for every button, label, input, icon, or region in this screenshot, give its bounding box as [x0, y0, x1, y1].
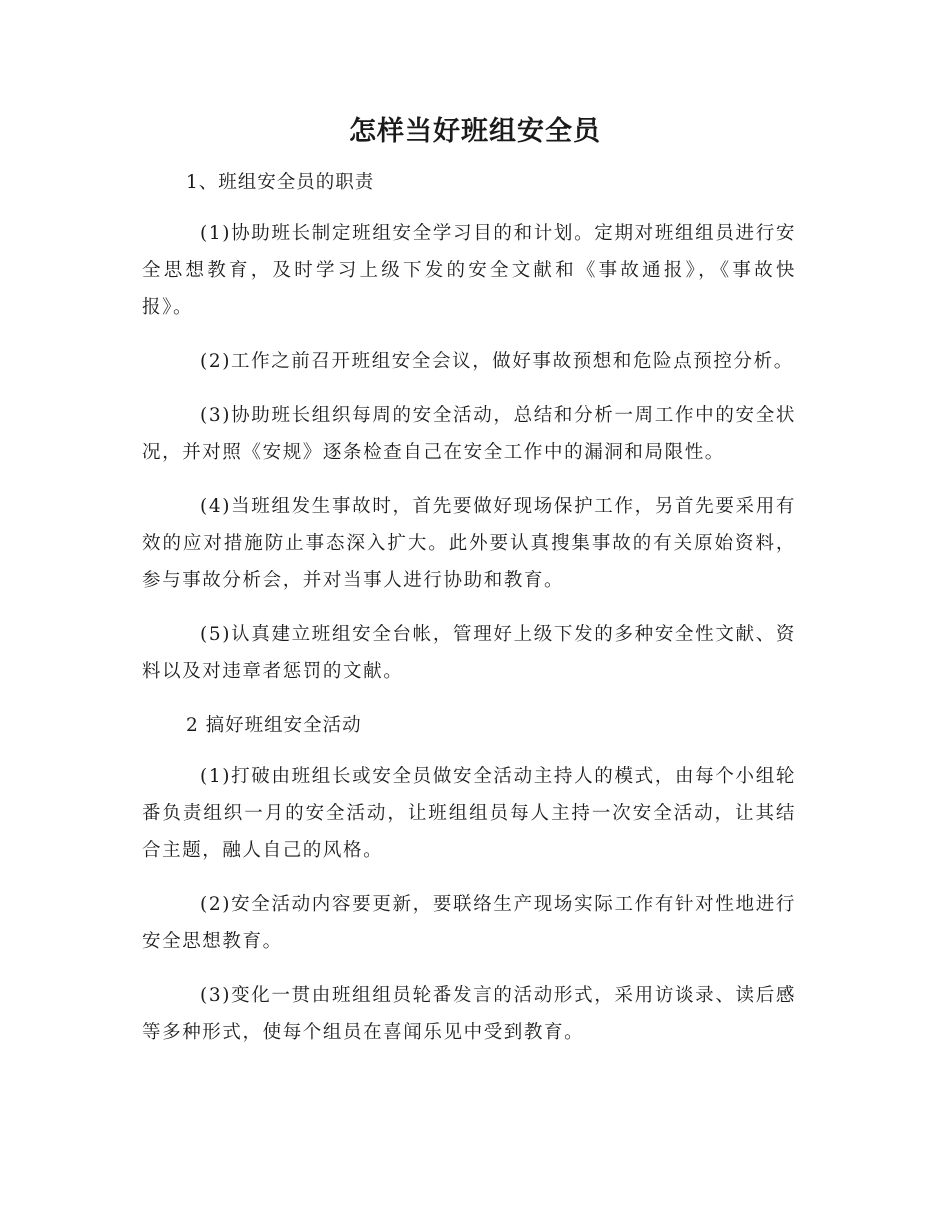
section-duties	[142, 164, 796, 690]
section-heading: 2 搞好班组安全活动	[186, 715, 362, 736]
document-body	[142, 164, 796, 1068]
section-heading: 1、班组安全员的职责	[186, 172, 375, 193]
paragraph: (4)当班组发生事故时，首先要做好现场保护工作，另首先要采用有效的应对措施防止事态深入扩大。此外要认真搜集事故的有关原始资料，参与事故分析会，并对当事人进行协助和教育。	[142, 496, 796, 591]
paragraph: (1)协助班长制定班组安全学习目的和计划。定期对班组组员进行安全思想教育，及时学习上级下发的安全文献和《事故通报》，《事故快报》。	[142, 223, 796, 318]
paragraph: (3)协助班长组织每周的安全活动，总结和分析一周工作中的安全状况，并对照《安规》逐条检查自己在安全工作中的漏洞和局限性。	[142, 405, 796, 463]
paragraph: (1)打破由班组长或安全员做安全活动主持人的模式，由每个小组轮番负责组织一月的安全活动，让班组组员每人主持一次安全活动，让其结合主题，融人自己的风格。	[142, 766, 796, 861]
document-title: 怎样当好班组安全员	[349, 116, 601, 147]
section-activities	[142, 707, 796, 1051]
paragraph: (2)工作之前召开班组安全会议，做好事故预想和危险点预控分析。	[200, 351, 794, 372]
paragraph: (5)认真建立班组安全台帐，管理好上级下发的多种安全性文献、资料以及对违章者惩罚的文献。	[142, 624, 796, 682]
paragraph: (3)变化一贯由班组组员轮番发言的活动形式，采用访谈录、读后感等多种形式，使每个组员在喜闻乐见中受到教育。	[142, 985, 796, 1043]
paragraph: (2)安全活动内容要更新，要联络生产现场实际工作有针对性地进行安全思想教育。	[142, 894, 796, 952]
